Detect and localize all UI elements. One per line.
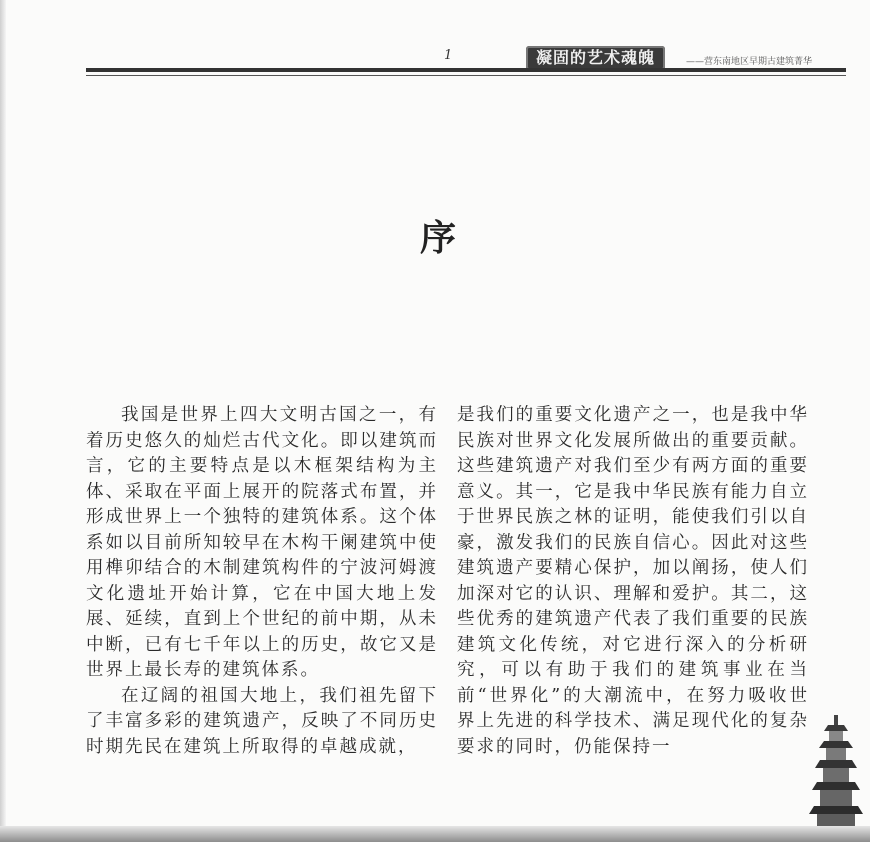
page-number: 1: [444, 48, 453, 63]
preface-heading: 序: [420, 217, 457, 259]
header-rule-thin: [86, 75, 846, 76]
body-column-right: [457, 403, 809, 760]
body-column-left: [86, 403, 438, 760]
book-subtitle: ——营东南地区早期古建筑菁华: [686, 57, 813, 67]
running-header: [86, 44, 846, 84]
paragraph-continued: 是我们的重要文化遗产之一，也是我中华民族对世界文化发展所做出的重要贡献。这些建筑遗产对我们至少有两方面的重要意义。其一，它是我中华民族有能力自立于世界民族之林的证明，能使我们引以自豪，激发我们的民族自信心。因此对这些建筑遗产要精心保护，加以阐扬，使人们加深对它的认识、理解和爱护。其二，这些优秀的建筑遗产代表了我们重要的民族建筑文化传统，对它进行深入的分析研究，可以有助于我们的建筑事业在当前“世界化”的大潮流中，在努力吸收世界上先进的科学技术、满足现代化的复杂要求的同时，仍能保持一: [457, 405, 809, 757]
book-title-plaque: 凝固的艺术魂魄: [526, 46, 665, 70]
header-rule-thick: [86, 68, 846, 72]
page-bottom-shadow: [0, 826, 870, 842]
pagoda-illustration: [808, 715, 864, 837]
paragraph: 我国是世界上四大文明古国之一，有着历史悠久的灿烂古代文化。即以建筑而言，它的主要特点是以木框架结构为主体、采取在平面上展开的院落式布置，并形成世界上一个独特的建筑体系。这个体系如以目前所知较早在木构干阑建筑中使用榫卯结合的木制建筑构件的宁波河姆渡文化遗址开始计算，它在中国大地上发展、延续，直到上个世纪的前中期，从未中断，已有七千年以上的历史，故它又是世界上最长寿的建筑体系。: [86, 405, 438, 680]
page-binding-edge: [0, 0, 6, 842]
paragraph: 在辽阔的祖国大地上，我们祖先留下了丰富多彩的建筑遗产，反映了不同历史时期先民在建筑上所取得的卓越成就，: [86, 685, 438, 757]
